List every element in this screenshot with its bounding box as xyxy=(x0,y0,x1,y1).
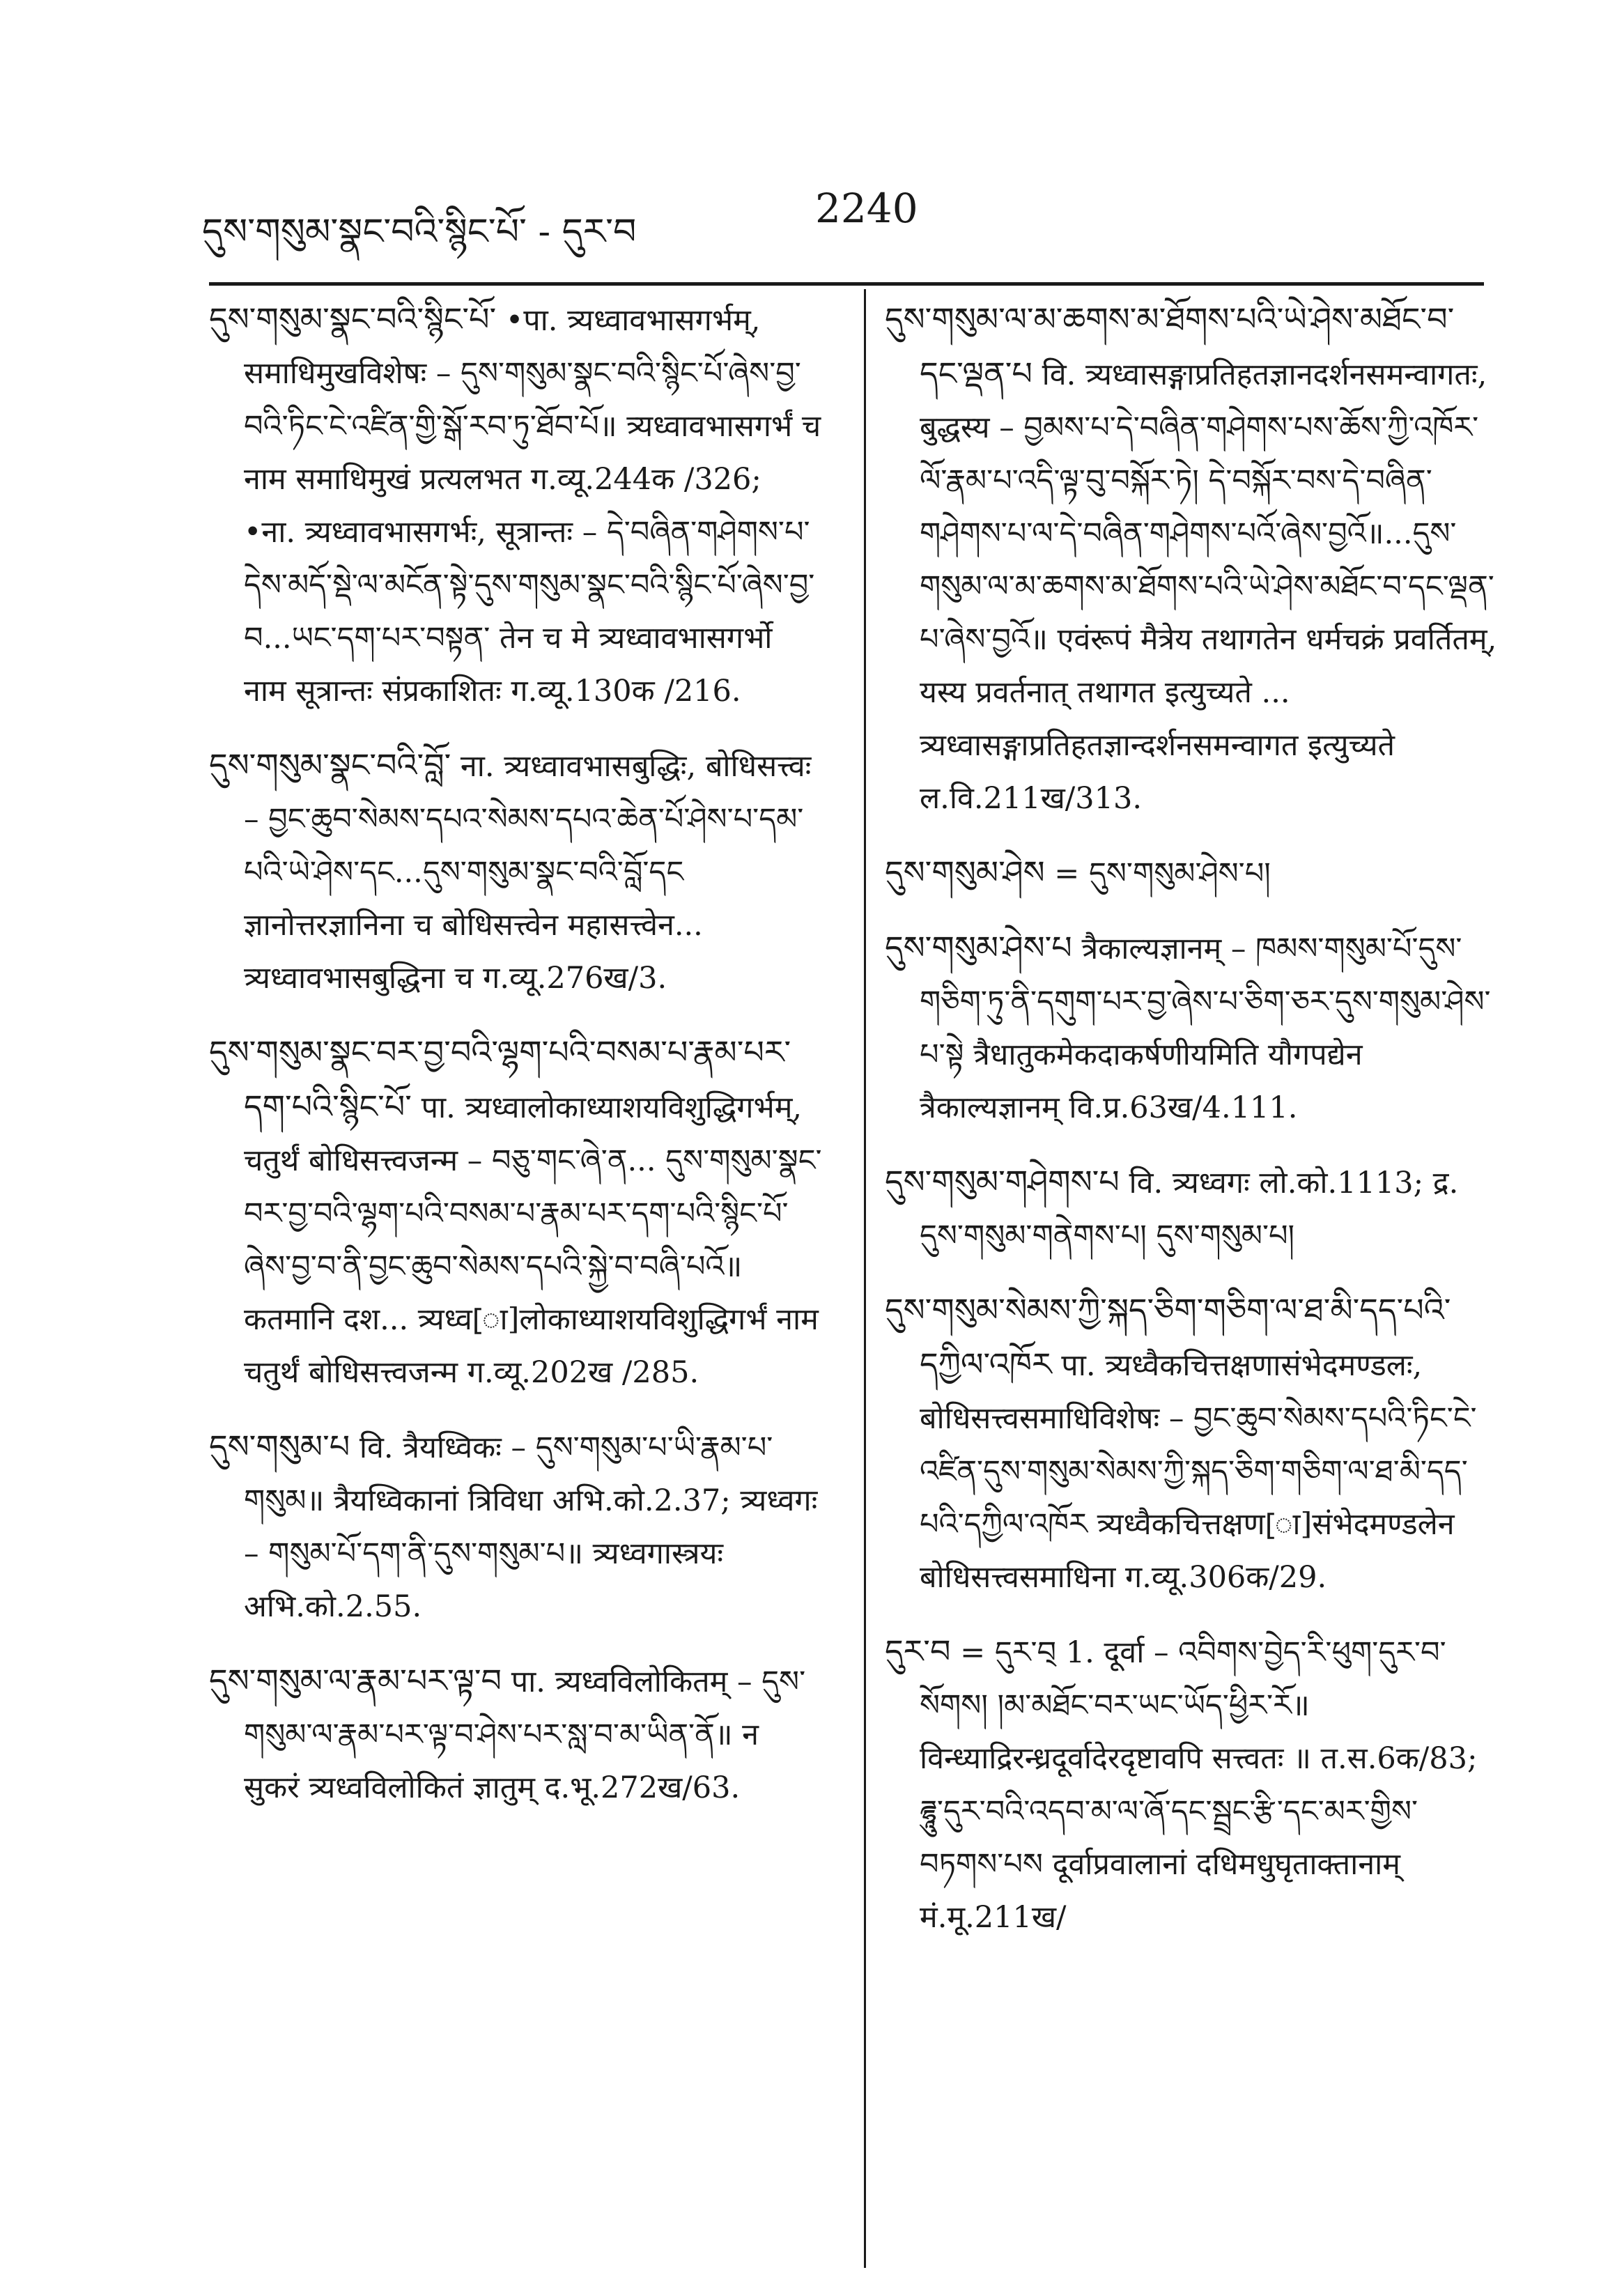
right-column xyxy=(885,293,1498,1965)
entry-headword: དུས་གསུམ་གཤེགས་པ xyxy=(885,1163,1120,1200)
dictionary-entry xyxy=(885,293,1498,825)
column-divider xyxy=(864,289,866,2268)
dictionary-entry xyxy=(885,1155,1498,1262)
entry-definition: = དུས་གསུམ་ཤེས་པ། xyxy=(1044,856,1271,891)
entry-definition: पा. त्र्यध्वालोकाध्याशयविशुद्धिगर्भम्, चतुर्थं बोधिसत्त्वजन्म – བཅུ་གང་ཞེ་ན... དུས་གསུམ་སྣང་བར་བྱ་བའི་ལྷག་པའི་བསམ་པ་རྣམ་པར་དག་པའི་སྙིང་པོ་ཞེས་བྱ་བ་ནི་བྱང་ཆུབ་སེམས་དཔའི་སྐྱེ་བ་བཞི་པའོ॥ कतमानि दश... त्र्यध्व[ा]लोकाध्याशयविशुद्धिगर्भं नाम चतुर्थं बोधिसत्त्वजन्म ग.व्यू.202ख /285. xyxy=(244,1090,822,1390)
page-number: 2240 xyxy=(815,185,918,232)
dictionary-entry xyxy=(885,846,1498,900)
entry-definition: पा. त्र्यध्वैकचित्तक्षणासंभेदमण्डलः, बोधिसत्त्वसमाधिविशेषः – བྱང་ཆུབ་སེམས་དཔའི་ཏིང་ངེ་འཛིན་དུས་གསུམ་སེམས་ཀྱི་སྐད་ཅིག་གཅིག་ལ་ཐ་མི་དད་པའི་དཀྱིལ་འཁོར त्र्यध्वैकचित्तक्षण[ा]संभेदमण्डलेन बोधिसत्त्वसमाधिना ग.व्यू.306क/29. xyxy=(920,1348,1477,1595)
entry-definition: = དུར་བ྄ 1. दूर्वा – འབིགས་བྱེད་རི་ཕུག་དུར་བ་སོགས། །མ་མཐོང་བར་ཡང་ཡོད་ཕྱིར་རོ॥ विन्ध्याद्रिरन्ध्रदूर्वादेरदृष्टावपि सत्त्वतः ॥ त.स.6क/83; ཌྷཱུ་དུར་བའི་འདབ་མ་ལ་ཞོ་དང་སྦྲང་རྩི་དང་མར་གྱིས་བཏགས་པས दूर्वाप्रवालानां दधिमधुघृताक्तानाम् मं.मू.211ख/ xyxy=(920,1635,1478,1935)
entry-definition: पा. त्र्यध्वविलोकितम् – དུས་གསུམ་ལ་རྣམ་པར་ལྟ་བ་ཤེས་པར་སླ་བ་མ་ཡིན་ནོ॥ न सुकरं त्र्यध्वविलोकितं ज्ञातुम् द.भू.272ख/63. xyxy=(244,1665,806,1805)
entry-headword: དུས་གསུམ་སྣང་བའི་སྙིང་པོ་ xyxy=(209,300,497,338)
entry-headword: དུས་གསུམ་པ xyxy=(209,1428,350,1465)
dictionary-entry xyxy=(209,1026,822,1399)
entry-headword: དུས་གསུམ་ལ་རྣམ་པར་ལྟ་བ xyxy=(209,1662,502,1699)
running-head: དུས་གསུམ་སྣང་བའི་སྙིང་པོ་ - དུར་བ xyxy=(202,211,637,253)
entry-headword: དུས་གསུམ་སྣང་བའི་བློ་ xyxy=(209,746,451,784)
entry-headword: དུས་གསུམ་ཤེས་པ xyxy=(885,929,1072,966)
dictionary-entry xyxy=(885,1283,1498,1604)
entry-headword: དུས་གསུམ་ཤེས xyxy=(885,854,1045,891)
entry-headword: དུས་གསུམ་སེམས་ཀྱི་སྐད་ཅིག་གཅིག་ལ་ཐ་མི་དད་པའི་དཀྱིལ་འཁོར xyxy=(885,1291,1451,1383)
entry-definition: त्रैकाल्यज्ञानम् – ཁམས་གསུམ་པོ་དུས་གཅིག་ཏུ་ནི་དགུག་པར་བྱ་ཞེས་པ་ཅིག་ཅར་དུས་གསུམ་ཤེས་པ་སྟེ त्रैधातुकमेकदाकर्षणीयमिति यौगपद्येन त्रैकाल्यज्ञानम् वि.प्र.63ख/4.111. xyxy=(920,932,1491,1125)
left-column xyxy=(209,293,822,1835)
entry-headword: དུས་གསུམ་ལ་མ་ཆགས་མ་ཐོགས་པའི་ཡེ་ཤེས་མཐོང་བ་དང་ལྡན་པ xyxy=(885,300,1455,392)
dictionary-entry xyxy=(209,1654,822,1814)
dictionary-entry xyxy=(209,293,822,718)
dictionary-entry xyxy=(209,1420,822,1633)
page-header xyxy=(202,185,1491,253)
header-rule xyxy=(209,282,1484,286)
dictionary-entry xyxy=(885,921,1498,1134)
entry-definition: •पा. त्र्यध्वावभासगर्भम्, समाधिमुखविशेषः – དུས་གསུམ་སྣང་བའི་སྙིང་པོ་ཞེས་བྱ་བའི་ཏིང་ངེ་འཛིན་གྱི་སྒོ་རབ་ཏུ་ཐོབ་པོ॥ त्र्यध्वावभासगर्भं च नाम समाधिमुखं प्रत्यलभत ग.व्यू.244क /326; •ना. त्र्यध्वावभासगर्भः, सूत्रान्तः – དེ་བཞིན་གཤེགས་པ་དེས་མདོ་སྡེ་ལ་མངོན་སྟེ་དུས་གསུམ་སྣང་བའི་སྙིང་པོ་ཞེས་བྱ་བ...ཡང་དག་པར་བསྟན་ तेन च मे त्र्यध्वावभासगर्भो नाम सूत्रान्तः संप्रकाशितः ग.व्यू.130क /216. xyxy=(244,303,821,709)
entry-headword: དུས་གསུམ་སྣང་བར་བྱ་བའི་ལྷག་པའི་བསམ་པ་རྣམ་པར་དག་པའི་སྙིང་པོ་ xyxy=(209,1033,791,1125)
entry-definition: ना. त्र्यध्वावभासबुद्धिः, बोधिसत्त्वः – བྱང་ཆུབ་སེམས་དཔའ་སེམས་དཔའ་ཆེན་པོ་ཤེས་པ་དམ་པའི་ཡེ་ཤེས་དང...དུས་གསུམ་སྣང་བའི་བློ་དང ज्ञानोत्तरज्ञानिना च बोधिसत्त्वेन महासत्त्वेन... त्र्यध्वावभासबुद्धिना च ग.व्यू.276ख/3. xyxy=(244,749,812,996)
dictionary-entry xyxy=(885,1625,1498,1944)
entry-headword: དུར་བ xyxy=(885,1632,951,1670)
dictionary-entry xyxy=(209,739,822,1005)
entry-definition: वि. त्र्यध्वगः लो.को.1113; द्र. དུས་གསུམ་གནེགས་པ། དུས་གསུམ་པ། xyxy=(920,1166,1459,1253)
entry-definition: वि. त्रैयध्विकः – དུས་གསུམ་པ་ཡི་རྣམ་པ་གསུམ॥ त्रैयध्विकानां त्रिविधा अभि.को.2.37; त्र्यध्वगः – གསུམ་པོ་དག་ནི་དུས་གསུམ་པ॥ त्र्यध्वगास्त्रयः अभि.को.2.55. xyxy=(244,1430,818,1624)
entry-definition: वि. त्र्यध्वासङ्गाप्रतिहतज्ञानदर्शनसमन्वागतः, बुद्धस्य – བྱམས་པ་དེ་བཞིན་གཤེགས་པས་ཆོས་ཀྱི་འཁོར་ལོ་རྣམ་པ་འདི་ལྟ་བུ་བསྐོར་ཏེ། དེ་བསྐོར་བས་དེ་བཞིན་གཤེགས་པ་ལ་དེ་བཞིན་གཤེགས་པའོ་ཞེས་བྱའོ॥...དུས་གསུམ་ལ་མ་ཆགས་མ་ཐོགས་པའི་ཡེ་ཤེས་མཐོང་བ་དང་ལྡན་པ་ཞེས་བྱའོ॥ एवंरूपं मैत्रेय तथागतेन धर्मचक्रं प्रवर्तितम्, यस्य प्रवर्तनात् तथागत इत्युच्यते ... त्र्यध्वासङ्गाप्रतिहतज्ञान्दर्शनसमन्वागत इत्युच्यते ल.वि.211ख/313. xyxy=(920,357,1497,816)
